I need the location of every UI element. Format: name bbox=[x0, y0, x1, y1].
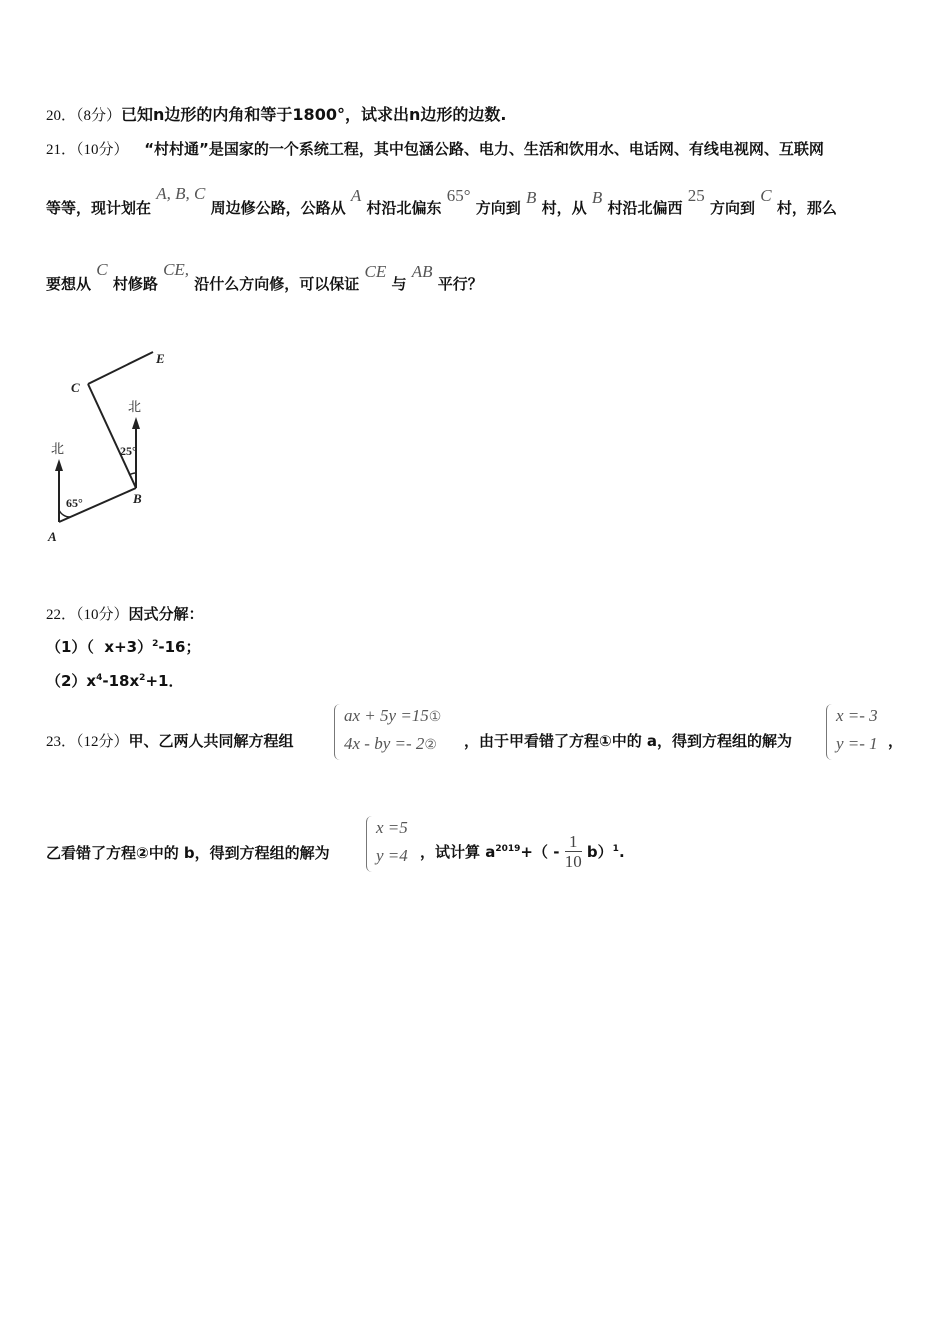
equation-1 bbox=[344, 706, 441, 726]
text: 周边修公路，公路从 bbox=[210, 199, 346, 217]
text: +1． bbox=[145, 672, 184, 690]
q23-text-b bbox=[464, 730, 792, 751]
exponent: 2019 bbox=[495, 844, 521, 854]
label-b: B bbox=[133, 491, 142, 506]
circled-2: ② bbox=[424, 738, 437, 753]
text: -18x bbox=[102, 672, 140, 690]
q21-line1: “村村通”是国家的一个系统工程，其中包涵公路、电力、生活和饮用水、电话网、有线电视网、互联网 bbox=[144, 140, 824, 158]
solution-x bbox=[836, 706, 878, 726]
question-21-line3 bbox=[46, 262, 483, 306]
text: ，由于甲看错了方程①中的 a，得到方程组的解为 bbox=[464, 732, 793, 750]
solution-system-1 bbox=[826, 704, 890, 760]
text: 与 bbox=[391, 275, 407, 293]
question-23-line1 bbox=[46, 730, 294, 751]
label-a: A bbox=[48, 529, 57, 544]
exponent: 2 bbox=[152, 639, 159, 649]
equation-2 bbox=[344, 734, 437, 754]
text: +（ - bbox=[520, 843, 560, 861]
q23-text-c bbox=[46, 842, 330, 863]
label-e: E bbox=[156, 351, 165, 366]
brace bbox=[366, 816, 373, 872]
eq-text: 4x - by =- 2 bbox=[344, 734, 425, 753]
q21-score: （10分） bbox=[76, 142, 129, 158]
label-angle-65: 65° bbox=[66, 496, 83, 510]
q21-number: 21． bbox=[46, 142, 77, 158]
text: ，试计算 a bbox=[420, 843, 496, 861]
solution-y bbox=[376, 846, 408, 866]
text: 等等，现计划在 bbox=[46, 199, 152, 217]
brace bbox=[826, 704, 833, 760]
q22-item-2 bbox=[46, 670, 183, 691]
exponent: 2 bbox=[139, 673, 146, 683]
text: （1）（ bbox=[46, 638, 94, 656]
exponent: 1 bbox=[612, 844, 619, 854]
denominator: 10 bbox=[564, 852, 582, 871]
text: 沿什么方向修，可以保证 bbox=[194, 275, 360, 293]
q20-score: （8分） bbox=[76, 108, 122, 124]
math-b: B bbox=[591, 188, 603, 207]
label-angle-25: 25° bbox=[120, 444, 137, 458]
q21-figure bbox=[40, 345, 190, 550]
math-c: C bbox=[760, 186, 772, 205]
exponent: 4 bbox=[96, 673, 103, 683]
eq-text: x =- 3 bbox=[836, 706, 878, 725]
math-25: 25 bbox=[687, 186, 705, 205]
eq-text: y =4 bbox=[376, 846, 408, 865]
question-20 bbox=[46, 102, 506, 125]
math-ce: CE bbox=[364, 262, 387, 281]
q22-title: 因式分解： bbox=[128, 605, 204, 623]
q23-comma bbox=[888, 730, 903, 751]
fraction-1-10 bbox=[565, 833, 582, 872]
solution-y bbox=[836, 734, 878, 754]
q23-expression bbox=[420, 828, 625, 873]
text: 村修路 bbox=[112, 275, 158, 293]
q23-score: （12分） bbox=[76, 734, 129, 750]
text: 村沿北偏西 bbox=[607, 199, 683, 217]
text: 方向到 bbox=[710, 199, 756, 217]
math-65deg: 65° bbox=[446, 186, 471, 205]
text: b） bbox=[586, 843, 613, 861]
q20-number: 20． bbox=[46, 108, 77, 124]
eq-text: y =- 1 bbox=[836, 734, 878, 753]
label-north-b: 北 bbox=[128, 400, 142, 415]
math-c: C bbox=[96, 260, 108, 279]
solution-x bbox=[376, 818, 408, 838]
eq-text: ax + 5y =15 bbox=[344, 706, 429, 725]
question-22 bbox=[46, 603, 204, 624]
math-a: A bbox=[350, 186, 362, 205]
text: 村，从 bbox=[541, 199, 587, 217]
text: 平行？ bbox=[437, 275, 483, 293]
math-ab: AB bbox=[411, 262, 433, 281]
angle-arc-a bbox=[59, 510, 70, 517]
label-c: C bbox=[71, 380, 80, 395]
q22-item-1 bbox=[46, 636, 200, 657]
text: 村，那么 bbox=[776, 199, 837, 217]
equation-system-1 bbox=[334, 704, 464, 760]
text: x+3） bbox=[104, 638, 153, 656]
question-21-line1 bbox=[46, 138, 824, 159]
brace bbox=[334, 704, 341, 760]
label-north-a: 北 bbox=[51, 442, 65, 457]
q22-number: 22． bbox=[46, 607, 77, 623]
numerator: 1 bbox=[565, 833, 582, 852]
q20-text: 已知n边形的内角和等于1800°，试求出n边形的边数. bbox=[121, 105, 507, 124]
eq-text: x =5 bbox=[376, 818, 408, 837]
text: 要想从 bbox=[46, 275, 92, 293]
text: ， bbox=[888, 732, 904, 750]
question-21-line2 bbox=[46, 186, 837, 230]
solution-system-2 bbox=[366, 816, 422, 872]
text: . bbox=[618, 843, 625, 861]
math-b: B bbox=[526, 188, 537, 207]
text: （2）x bbox=[46, 672, 97, 690]
north-arrowhead-b bbox=[132, 417, 140, 429]
north-arrowhead-a bbox=[55, 459, 63, 471]
q23-number: 23． bbox=[46, 734, 77, 750]
q23-text-a: 甲、乙两人共同解方程组 bbox=[128, 732, 294, 750]
text: 乙看错了方程②中的 b，得到方程组的解为 bbox=[46, 844, 330, 862]
q22-score: （10分） bbox=[76, 607, 129, 623]
math-abc: A, B, C bbox=[156, 184, 206, 203]
text: 村沿北偏东 bbox=[366, 199, 442, 217]
circled-1: ① bbox=[428, 710, 442, 725]
text: 方向到 bbox=[475, 199, 521, 217]
math-ce: CE, bbox=[163, 260, 190, 279]
text: -16； bbox=[158, 638, 201, 656]
segment-ce bbox=[88, 352, 153, 384]
